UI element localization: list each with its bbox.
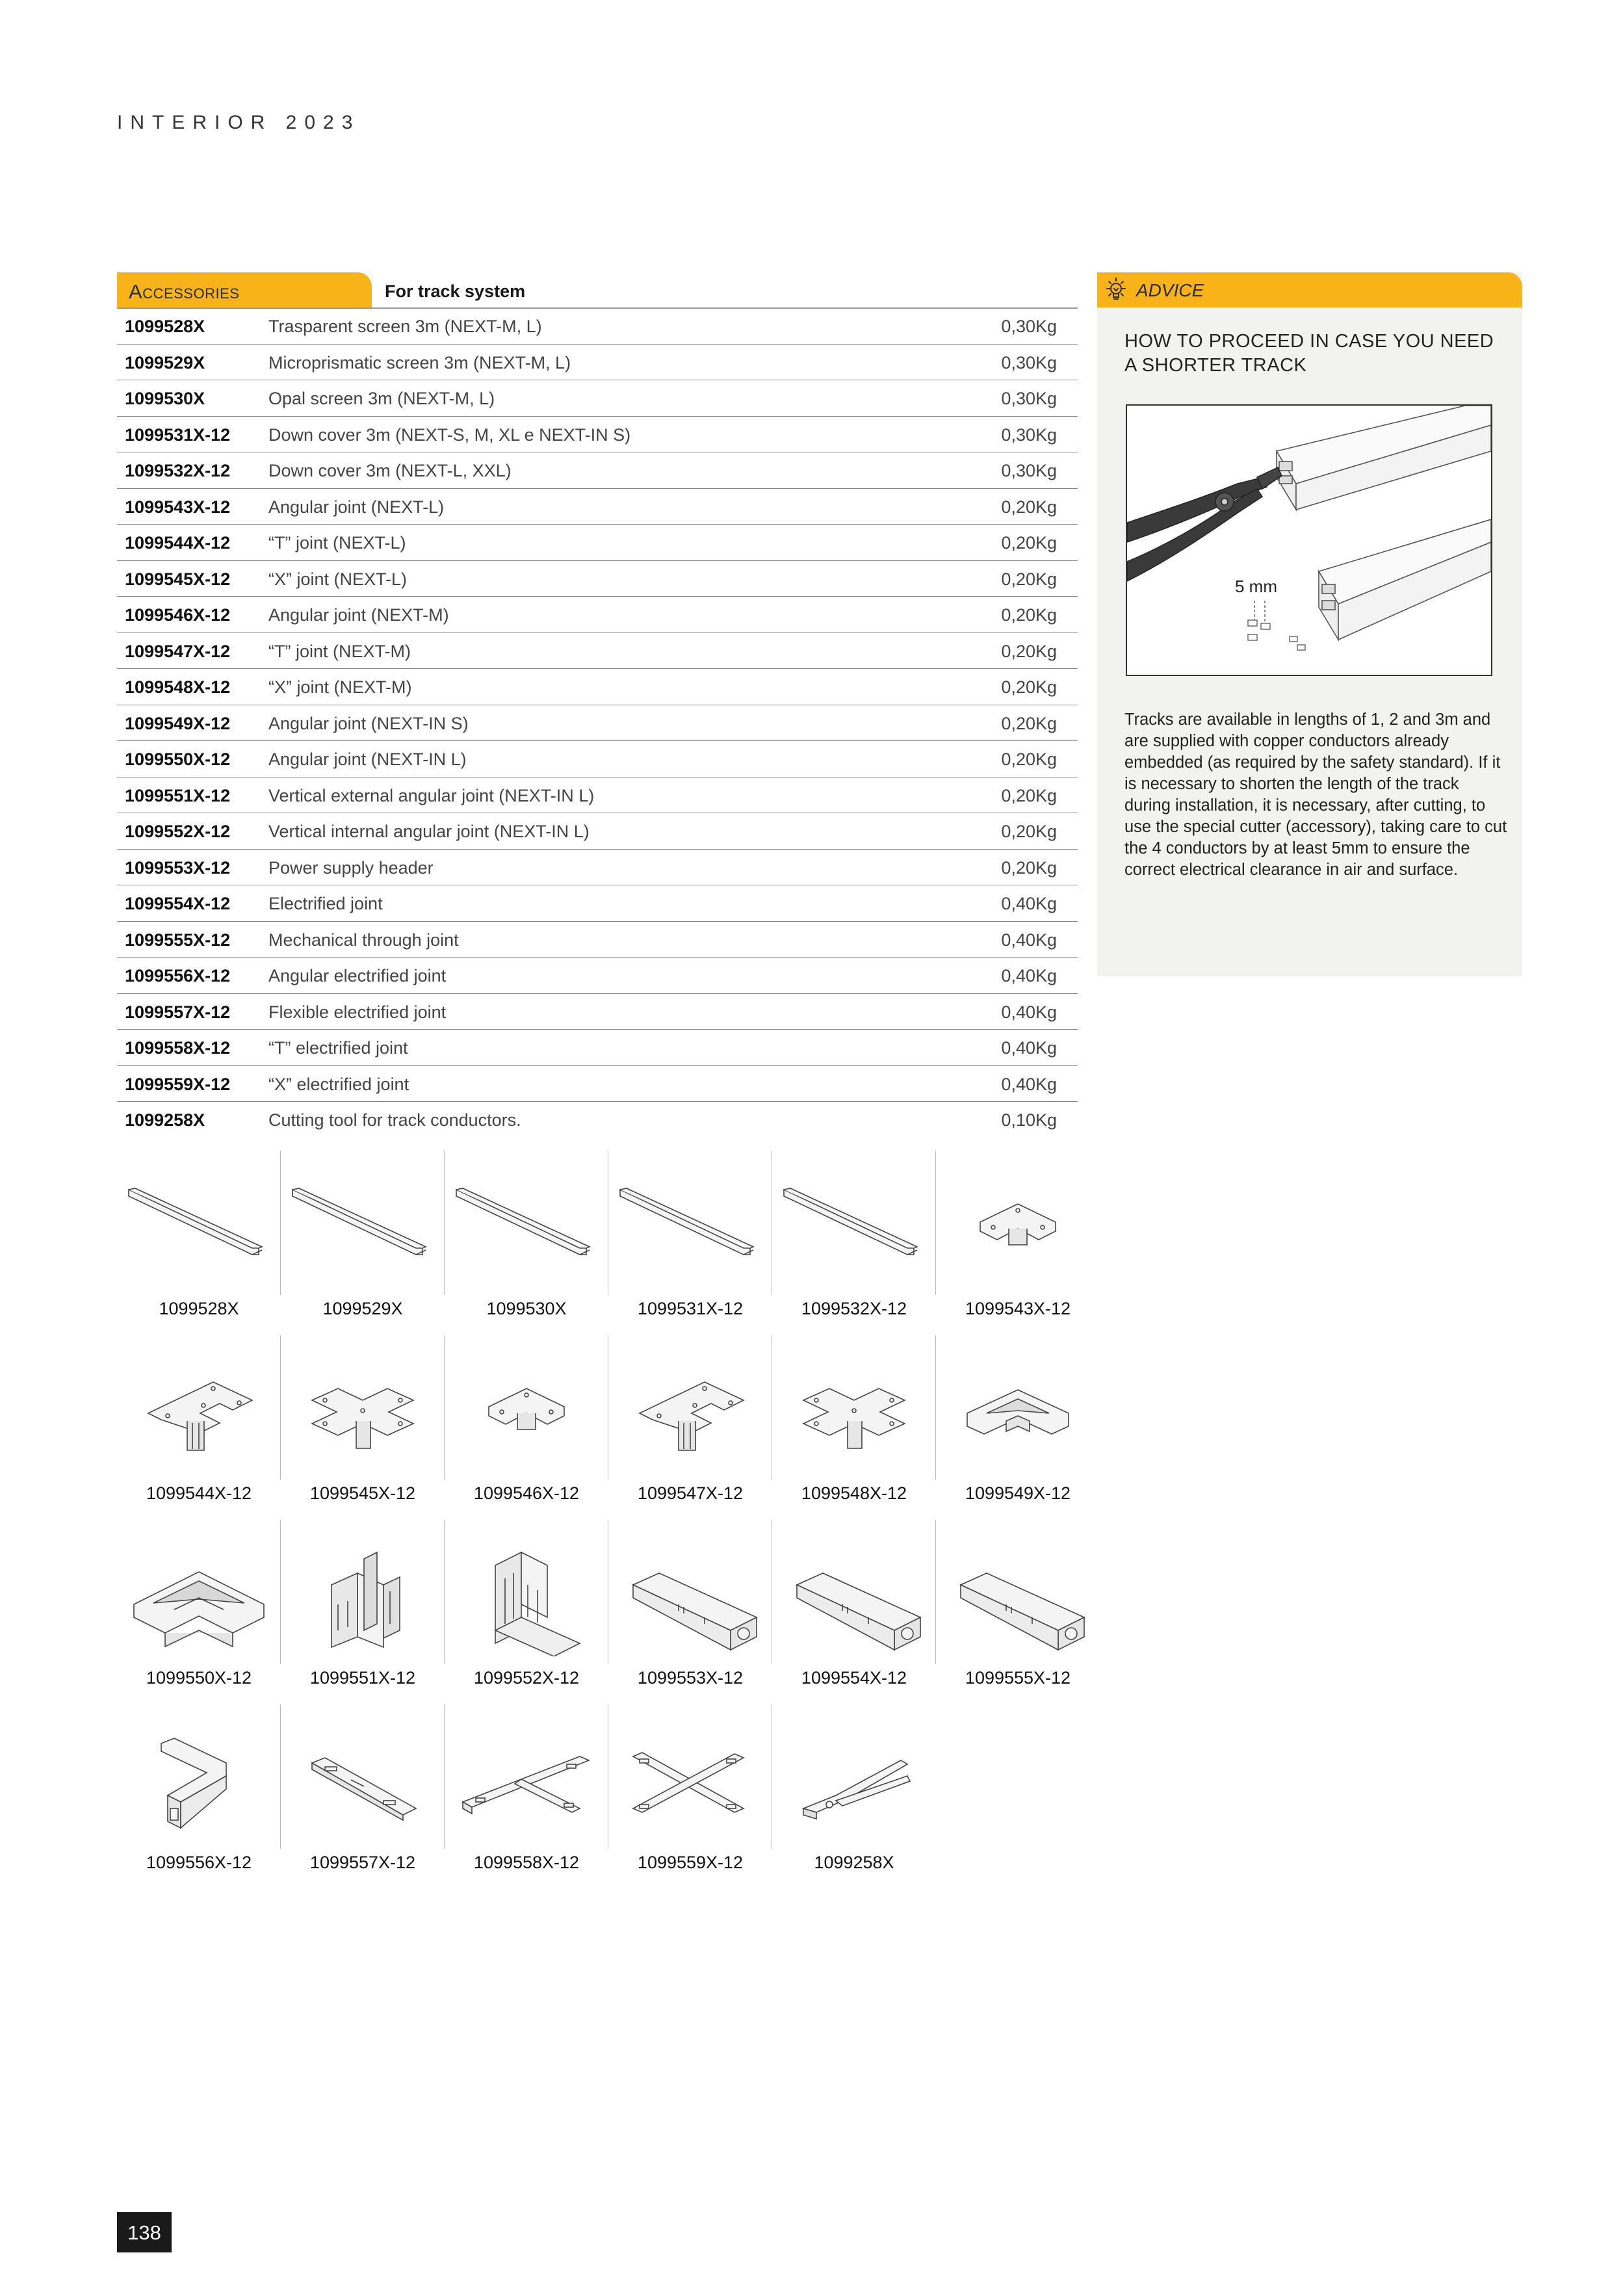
table-row (117, 813, 1078, 850)
product-item (772, 1335, 936, 1520)
row-description: Down cover 3m (NEXT-L, XXL) (268, 461, 512, 480)
row-description: Down cover 3m (NEXT-S, M, XL e NEXT-IN S) (268, 424, 631, 445)
product-drawing (941, 1164, 1095, 1287)
row-code: 1099531X-12 (125, 424, 231, 445)
row-code: 1099550X-12 (125, 750, 231, 769)
row-description: Mechanical through joint (268, 930, 459, 950)
row-weight: 0,40Kg (1001, 1074, 1057, 1094)
table-row (117, 669, 1078, 705)
lightbulb-icon (1101, 275, 1131, 305)
accessories-tab (117, 272, 372, 307)
product-item (445, 1704, 608, 1889)
row-code: 1099552X-12 (125, 822, 231, 841)
row-description: Opal screen 3m (NEXT-M, L) (268, 389, 495, 408)
product-code: 1099530X (486, 1299, 567, 1318)
product-drawing (122, 1348, 276, 1472)
product-code: 1099545X-12 (309, 1483, 416, 1503)
row-weight: 0,20Kg (1001, 857, 1057, 878)
product-item (772, 1520, 936, 1704)
product-drawing (614, 1164, 767, 1287)
product-code: 1099532X-12 (801, 1299, 907, 1318)
product-item (608, 1151, 772, 1335)
row-code: 1099548X-12 (125, 677, 231, 697)
table-row (117, 525, 1078, 561)
product-code: 1099549X-12 (965, 1483, 1071, 1503)
row-weight: 0,20Kg (1001, 785, 1057, 805)
row-weight: 0,30Kg (1001, 317, 1057, 336)
table-row (117, 958, 1078, 994)
table-row (117, 922, 1078, 958)
cutting-illustration (1126, 404, 1492, 676)
product-drawing (614, 1533, 767, 1656)
row-code: 1099559X-12 (125, 1074, 231, 1094)
row-code: 1099554X-12 (125, 894, 231, 913)
product-item (772, 1704, 936, 1889)
table-row (117, 705, 1078, 742)
product-drawing (122, 1717, 276, 1841)
product-code: 1099543X-12 (965, 1299, 1071, 1318)
track-cutting-drawing (1127, 406, 1491, 675)
row-weight: 0,30Kg (1001, 461, 1057, 480)
row-weight: 0,30Kg (1001, 389, 1057, 408)
row-weight: 0,40Kg (1001, 930, 1057, 950)
row-description: Angular joint (NEXT-IN S) (268, 713, 469, 733)
table-row (117, 1102, 1078, 1138)
row-weight: 0,40Kg (1001, 894, 1057, 913)
product-code: 1099547X-12 (637, 1483, 744, 1503)
product-code: 1099546X-12 (473, 1483, 580, 1503)
product-item (281, 1335, 445, 1520)
product-drawing (941, 1533, 1095, 1656)
row-code: 1099528X (125, 317, 205, 336)
product-item (281, 1520, 445, 1704)
cut-length-label: 5 mm (1235, 577, 1277, 596)
product-drawing (450, 1164, 603, 1287)
product-drawing (450, 1717, 603, 1841)
row-code: 1099530X (125, 389, 205, 408)
product-drawing (777, 1164, 931, 1287)
table-row (117, 345, 1078, 381)
row-code: 1099547X-12 (125, 641, 231, 661)
product-item (117, 1704, 281, 1889)
product-item (445, 1520, 608, 1704)
row-weight: 0,20Kg (1001, 822, 1057, 841)
table-row (117, 597, 1078, 633)
product-drawing (941, 1348, 1095, 1472)
row-description: Microprismatic screen 3m (NEXT-M, L) (268, 352, 571, 372)
product-item (772, 1151, 936, 1335)
product-code: 1099544X-12 (146, 1483, 252, 1503)
product-code: 1099551X-12 (309, 1668, 416, 1688)
row-description: Angular electrified joint (268, 966, 447, 985)
row-weight: 0,40Kg (1001, 1002, 1057, 1022)
product-item (936, 1335, 1100, 1520)
row-code: 1099532X-12 (125, 461, 231, 480)
product-item (117, 1335, 281, 1520)
table-row (117, 850, 1078, 886)
product-drawing (122, 1164, 276, 1287)
row-description: “T” joint (NEXT-L) (268, 533, 406, 553)
row-description: Angular joint (NEXT-M) (268, 605, 449, 625)
product-code: 1099557X-12 (309, 1853, 416, 1872)
row-code: 1099258X (125, 1110, 205, 1130)
product-code: 1099531X-12 (637, 1299, 744, 1318)
row-weight: 0,20Kg (1001, 497, 1057, 517)
row-code: 1099545X-12 (125, 569, 231, 589)
row-description: Trasparent screen 3m (NEXT-M, L) (268, 317, 542, 336)
product-code: 1099548X-12 (801, 1483, 907, 1503)
product-item (608, 1520, 772, 1704)
row-code: 1099551X-12 (125, 785, 231, 805)
product-drawing (286, 1164, 439, 1287)
product-drawing (122, 1533, 276, 1656)
product-drawing (777, 1533, 931, 1656)
table-row (117, 561, 1078, 597)
product-item (445, 1151, 608, 1335)
product-code: 1099559X-12 (637, 1853, 744, 1872)
row-description: Angular joint (NEXT-L) (268, 497, 445, 517)
row-description: Vertical external angular joint (NEXT-IN L) (268, 785, 595, 805)
product-drawing (450, 1533, 603, 1656)
table-row (117, 1066, 1078, 1102)
row-code: 1099544X-12 (125, 533, 231, 553)
product-code: 1099553X-12 (637, 1668, 744, 1688)
product-item (936, 1520, 1100, 1704)
row-weight: 0,30Kg (1001, 352, 1057, 372)
product-drawing (450, 1348, 603, 1472)
product-item (445, 1335, 608, 1520)
advice-label: ADVICE (1136, 280, 1204, 300)
row-code: 1099553X-12 (125, 857, 231, 878)
row-description: Electrified joint (268, 894, 383, 913)
row-code: 1099546X-12 (125, 605, 231, 625)
row-weight: 0,20Kg (1001, 750, 1057, 769)
row-weight: 0,40Kg (1001, 966, 1057, 985)
row-code: 1099529X (125, 352, 205, 372)
row-weight: 0,20Kg (1001, 641, 1057, 661)
accessories-tab-label: Accessories (129, 280, 240, 303)
row-description: Angular joint (NEXT-IN L) (268, 750, 467, 769)
table-row (117, 741, 1078, 777)
page-number-box (117, 2212, 172, 2252)
product-item (281, 1151, 445, 1335)
row-description: Cutting tool for track conductors. (268, 1110, 521, 1130)
table-row (117, 994, 1078, 1030)
row-description: “X” joint (NEXT-M) (268, 677, 412, 697)
advice-bar (1097, 272, 1522, 307)
product-drawing (286, 1348, 439, 1472)
product-code: 1099554X-12 (801, 1668, 907, 1688)
row-description: Flexible electrified joint (268, 1002, 447, 1022)
table-row (117, 1030, 1078, 1066)
product-item (936, 1151, 1100, 1335)
product-drawing (777, 1348, 931, 1472)
row-weight: 0,20Kg (1001, 605, 1057, 625)
product-item (608, 1335, 772, 1520)
product-code: 1099550X-12 (146, 1668, 252, 1688)
row-code: 1099558X-12 (125, 1038, 231, 1058)
row-weight: 0,20Kg (1001, 713, 1057, 733)
table-row (117, 308, 1078, 345)
product-drawing (777, 1717, 931, 1841)
product-item (117, 1520, 281, 1704)
accessories-table (117, 308, 1078, 1138)
table-row (117, 777, 1078, 814)
product-item (117, 1151, 281, 1335)
row-weight: 0,10Kg (1001, 1110, 1057, 1130)
row-weight: 0,20Kg (1001, 569, 1057, 589)
row-description: “T” electrified joint (268, 1038, 408, 1058)
row-weight: 0,20Kg (1001, 677, 1057, 697)
row-code: 1099549X-12 (125, 713, 231, 733)
row-code: 1099543X-12 (125, 497, 231, 517)
product-code: 1099528X (159, 1299, 239, 1318)
advice-title: HOW TO PROCEED IN CASE YOU NEED A SHORTER TRACK (1124, 331, 1494, 376)
advice-text: Tracks are available in lengths of 1, 2 and 3m and are supplied with copper conductors already embedded (as required by the safety standard). If it is necessary to shorten the length of the track during installation, it is necessary, after cutting, to use the special cutter (accessory), taking care to cut the 4 conductors by at least 5mm to ensure the correct electrical clearance in air and surface. (1124, 711, 1507, 879)
table-row (117, 380, 1078, 417)
accessories-header (117, 272, 1078, 307)
product-code: 1099529X (322, 1299, 403, 1318)
row-code: 1099555X-12 (125, 930, 231, 950)
row-description: “T” joint (NEXT-M) (268, 641, 411, 661)
row-description: Power supply header (268, 857, 434, 878)
catalog-title: INTERIOR 2023 (117, 112, 361, 133)
table-row (117, 452, 1078, 489)
product-code: 1099556X-12 (146, 1853, 252, 1872)
product-code: 1099558X-12 (473, 1853, 580, 1872)
table-row (117, 489, 1078, 525)
product-item (608, 1704, 772, 1889)
row-description: Vertical internal angular joint (NEXT-IN L) (268, 822, 590, 841)
product-code: 1099258X (814, 1853, 894, 1872)
product-code: 1099552X-12 (473, 1668, 580, 1688)
row-weight: 0,30Kg (1001, 424, 1057, 445)
row-description: “X” joint (NEXT-L) (268, 569, 408, 589)
advice-panel (1097, 272, 1522, 976)
row-description: “X” electrified joint (268, 1074, 409, 1094)
product-drawing (286, 1533, 439, 1656)
row-code: 1099556X-12 (125, 966, 231, 985)
accessories-subtitle: For track system (385, 281, 526, 301)
table-row (117, 417, 1078, 453)
row-code: 1099557X-12 (125, 1002, 231, 1022)
table-row (117, 885, 1078, 922)
table-row (117, 633, 1078, 670)
product-item (281, 1704, 445, 1889)
page-number: 138 (127, 2221, 161, 2244)
product-drawing (286, 1717, 439, 1841)
row-weight: 0,20Kg (1001, 533, 1057, 553)
product-drawing (614, 1348, 767, 1472)
row-weight: 0,40Kg (1001, 1038, 1057, 1058)
product-drawing (614, 1717, 767, 1841)
product-code: 1099555X-12 (965, 1668, 1071, 1688)
